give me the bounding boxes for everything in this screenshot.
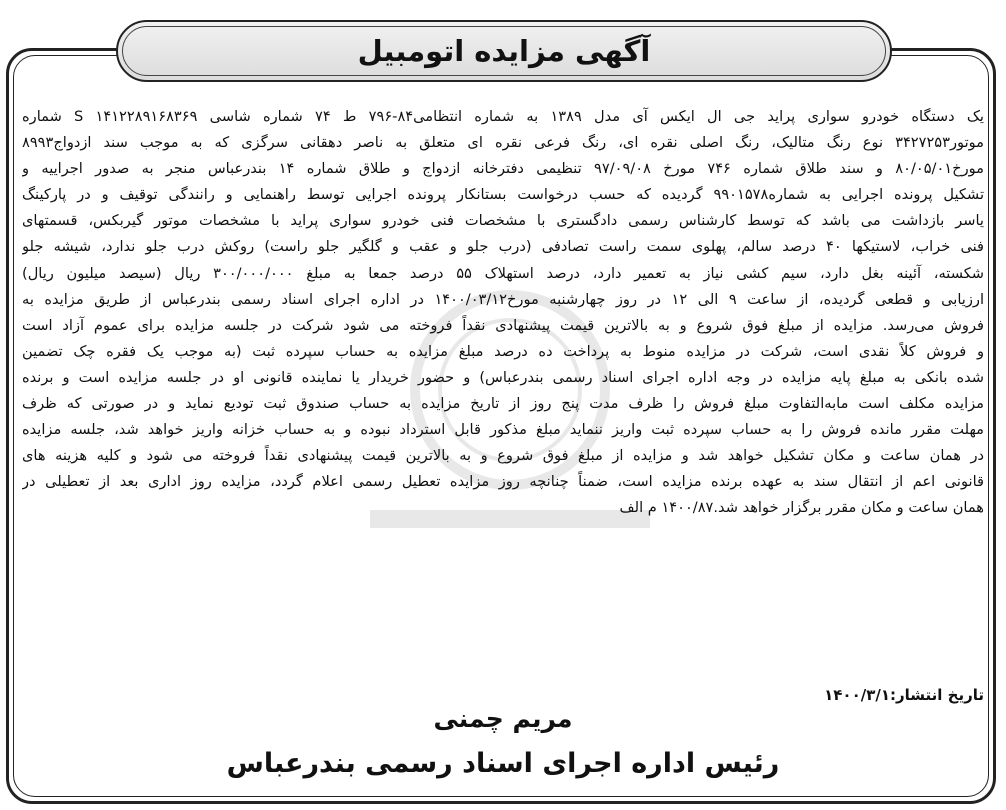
body-line: قانونی اعم از انتقال سند به عهده برنده مزایده است، ضمناً چنانچه روز مزایده تعطیل رسمی اعلام گردد، مزایده روز اداری بعد از تعطیلی در <box>22 473 984 491</box>
body-line: موتور۳۴۲۷۲۵۳ نوع رنگ متالیک، رنگ اصلی نقره ای، رنگ فرعی نقره ای متعلق به ناصر دهقانی سرگزی که به موجب سند ازدواج۸۹۹۳ <box>22 134 984 152</box>
body-line: تشکیل پرونده اجرایی به شماره۹۹۰۱۵۷۸ گردیده که حسب درخواست بستانکار پرونده اجرایی توسط راهنمایی و رانندگی توقیف و در پارکینگ <box>22 186 984 204</box>
body-line: و فروش کلاً نقدی است، شرکت در مزایده منوط به پرداخت ده درصد مبلغ مزایده به حساب سپرده ثبت (به موجب یک فقره چک تضمین <box>22 342 984 360</box>
body-line: مورخ۸۰/۰۵/۰۱ و سند طلاق شماره ۷۴۶ مورخ ۹۷/۰۹/۰۸ تنظیمی دفترخانه ازدواج و طلاق شماره ۱۴ بندرعباس منجر به صدور اجراییه و <box>22 160 984 178</box>
signer-title: رئیس اداره اجرای اسناد رسمی بندرعباس <box>226 748 780 779</box>
body-line: فروش می‌رسد. مزایده از مبلغ فوق شروع و به بالاترین قیمت پیشنهادی نقداً فروخته می شود شرکت در جلسه مزایده برای عموم آزاد است <box>22 316 984 334</box>
body-line: مزایده مکلف است مابه‌التفاوت مبلغ فروش را ظرف مدت پنج روز از تاریخ مزایده به حساب صندوق ثبت تودیع نماید و در صورتی که ظرف <box>22 395 984 413</box>
body-line: یاسر بازداشت می باشد که توسط کارشناس رسمی دادگستری با مشخصات فنی خودرو سواری پراید با مشخصات موتور گیربکس، قسمتهای <box>22 212 984 230</box>
publish-date: تاریخ انتشار:۱۴۰۰/۳/۱ <box>824 686 984 704</box>
body-line: مهلت مقرر مانده فروش را به حساب سپرده ثبت واریز ننماید مبلغ مذکور قابل استرداد نبوده و به حساب خزانه واریز خواهد شد، جلسه مزایده <box>22 421 984 439</box>
body-line: همان ساعت و مکان مقرر برگزار خواهد شد.۱۴۰۰/۸۷ م الف <box>619 499 984 517</box>
notice-title: آگهی مزایده اتومبیل <box>357 33 651 68</box>
signer-name: مریم چمنی <box>433 704 573 733</box>
title-banner <box>116 20 892 82</box>
body-line: شده بانکی به مبلغ پایه مزایده در وجه اداره اجرای اسناد رسمی بندرعباس) و حضور خریدار یا نماینده قانونی او در جلسه مزایده است و برنده <box>22 368 984 386</box>
body-line: فنی خراب، لاستیکها ۴۰ درصد سالم، پهلوی سمت راست تصادفی (درب جلو و عقب و گلگیر جلو راست) روکش درب جلو ندارد، شیشه جلو <box>22 238 984 256</box>
body-line: شکسته، آئینه بغل دارد، سیم کشی نیاز به تعمیر دارد، درصد استهلاک ۵۵ درصد جمعا به مبلغ ۳۰۰/۰۰۰/۰۰۰ ریال (سیصد میلیون ریال) <box>22 264 984 282</box>
body-line: ارزیابی و قطعی گردیده، از ساعت ۹ الی ۱۲ در روز چهارشنبه مورخ۱۴۰۰/۰۳/۱۲ در اداره اجرای اسناد رسمی بندرعباس از طریق مزایده به <box>22 290 984 308</box>
body-line: یک دستگاه خودرو سواری پراید جی ال ایکس آی مدل ۱۳۸۹ به شماره انتظامی۸۴-۷۹۶ ط ۷۴ شماره شاسی ۱۴۱۲۲۸۹۱۶۸۳۶۹ S شماره <box>22 108 984 125</box>
notice-body <box>22 104 984 522</box>
body-line: در همان ساعت و مکان تشکیل خواهد شد و مزایده از مبلغ فوق شروع و به بالاترین قیمت پیشنهادی نقداً فروخته می شود و کلیه هزینه های <box>22 447 984 465</box>
